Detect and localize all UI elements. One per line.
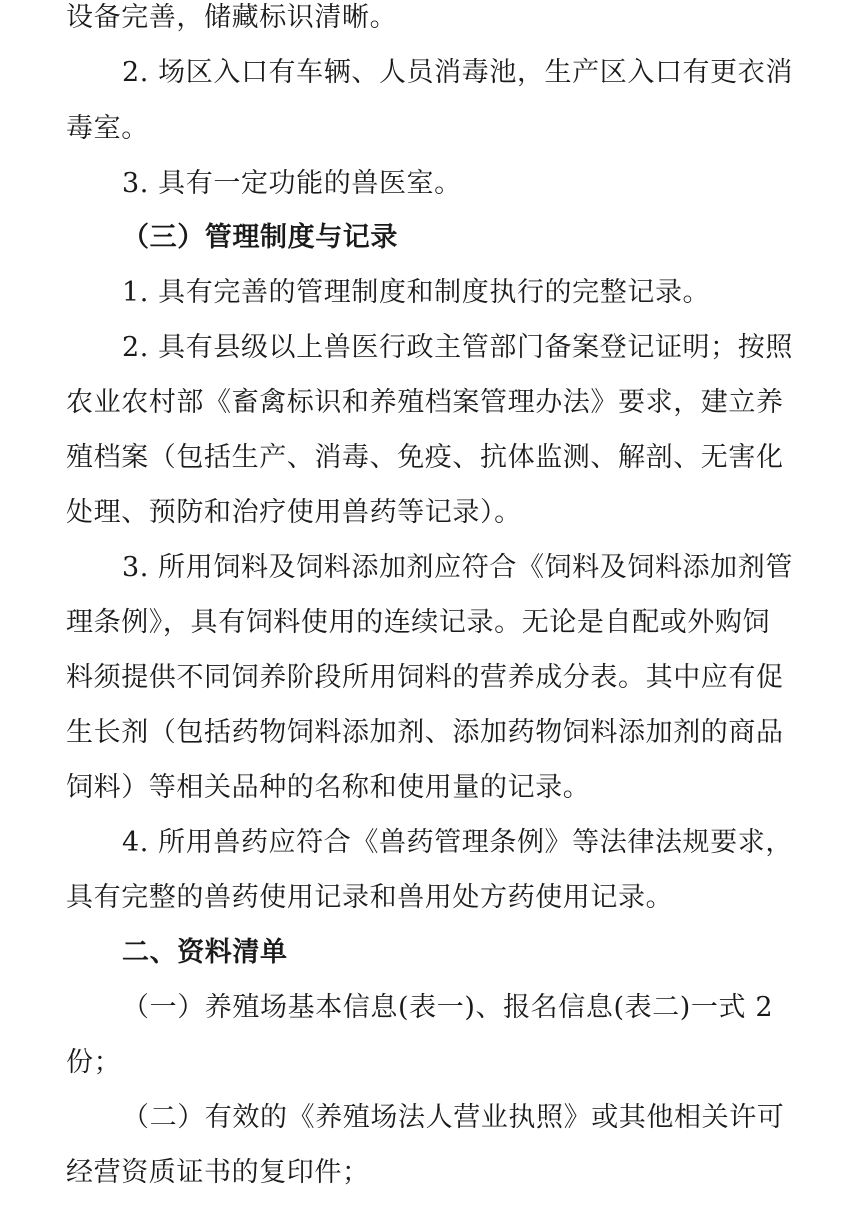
materials-item-1-line2: 份； [66,1047,122,1078]
list-item-2-entrance: 2. 场区入口有车辆、人员消毒池，生产区入口有更衣消 [122,57,793,88]
section-heading-management: （三）管理制度与记录 [122,222,398,253]
list-item-2-continuation: 毒室。 [66,113,149,144]
list-item-3-feed-line5: 饲料）等相关品种的名称和使用量的记录。 [66,772,591,803]
list-item-3-feed: 3. 所用饲料及饲料添加剂应符合《饲料及饲料添加剂管 [122,552,793,583]
materials-item-2: （二）有效的《养殖场法人营业执照》或其他相关许可 [122,1102,785,1133]
materials-item-2-line2: 经营资质证书的复印件； [66,1157,370,1188]
list-item-3-feed-line4: 生长剂（包括药物饲料添加剂、添加药物饲料添加剂的商品 [66,717,784,748]
list-item-2-records-line2: 农业农村部《畜禽标识和养殖档案管理办法》要求，建立养 [66,387,784,418]
list-item-1-management: 1. 具有完善的管理制度和制度执行的完整记录。 [122,277,711,308]
list-item-3-feed-line2: 理条例》，具有饲料使用的连续记录。无论是自配或外购饲 [66,607,771,638]
paragraph-continuation: 设备完善，储藏标识清晰。 [66,2,398,33]
list-item-2-records-line3: 殖档案（包括生产、消毒、免疫、抗体监测、解剖、无害化 [66,442,784,473]
list-item-2-records-line4: 处理、预防和治疗使用兽药等记录）。 [66,497,522,528]
list-item-4-veterinary-drugs: 4. 所用兽药应符合《兽药管理条例》等法律法规要求， [122,827,793,858]
section-heading-materials: 二、资料清单 [122,937,288,968]
list-item-2-records: 2. 具有县级以上兽医行政主管部门备案登记证明；按照 [122,332,793,363]
list-item-3-feed-line3: 料须提供不同饲养阶段所用饲料的营养成分表。其中应有促 [66,662,784,693]
list-item-3-vet-room: 3. 具有一定功能的兽医室。 [122,168,462,199]
materials-item-1: （一）养殖场基本信息(表一)、报名信息(表二)一式 2 [122,992,774,1023]
list-item-4-line2: 具有完整的兽药使用记录和兽用处方药使用记录。 [66,882,674,913]
